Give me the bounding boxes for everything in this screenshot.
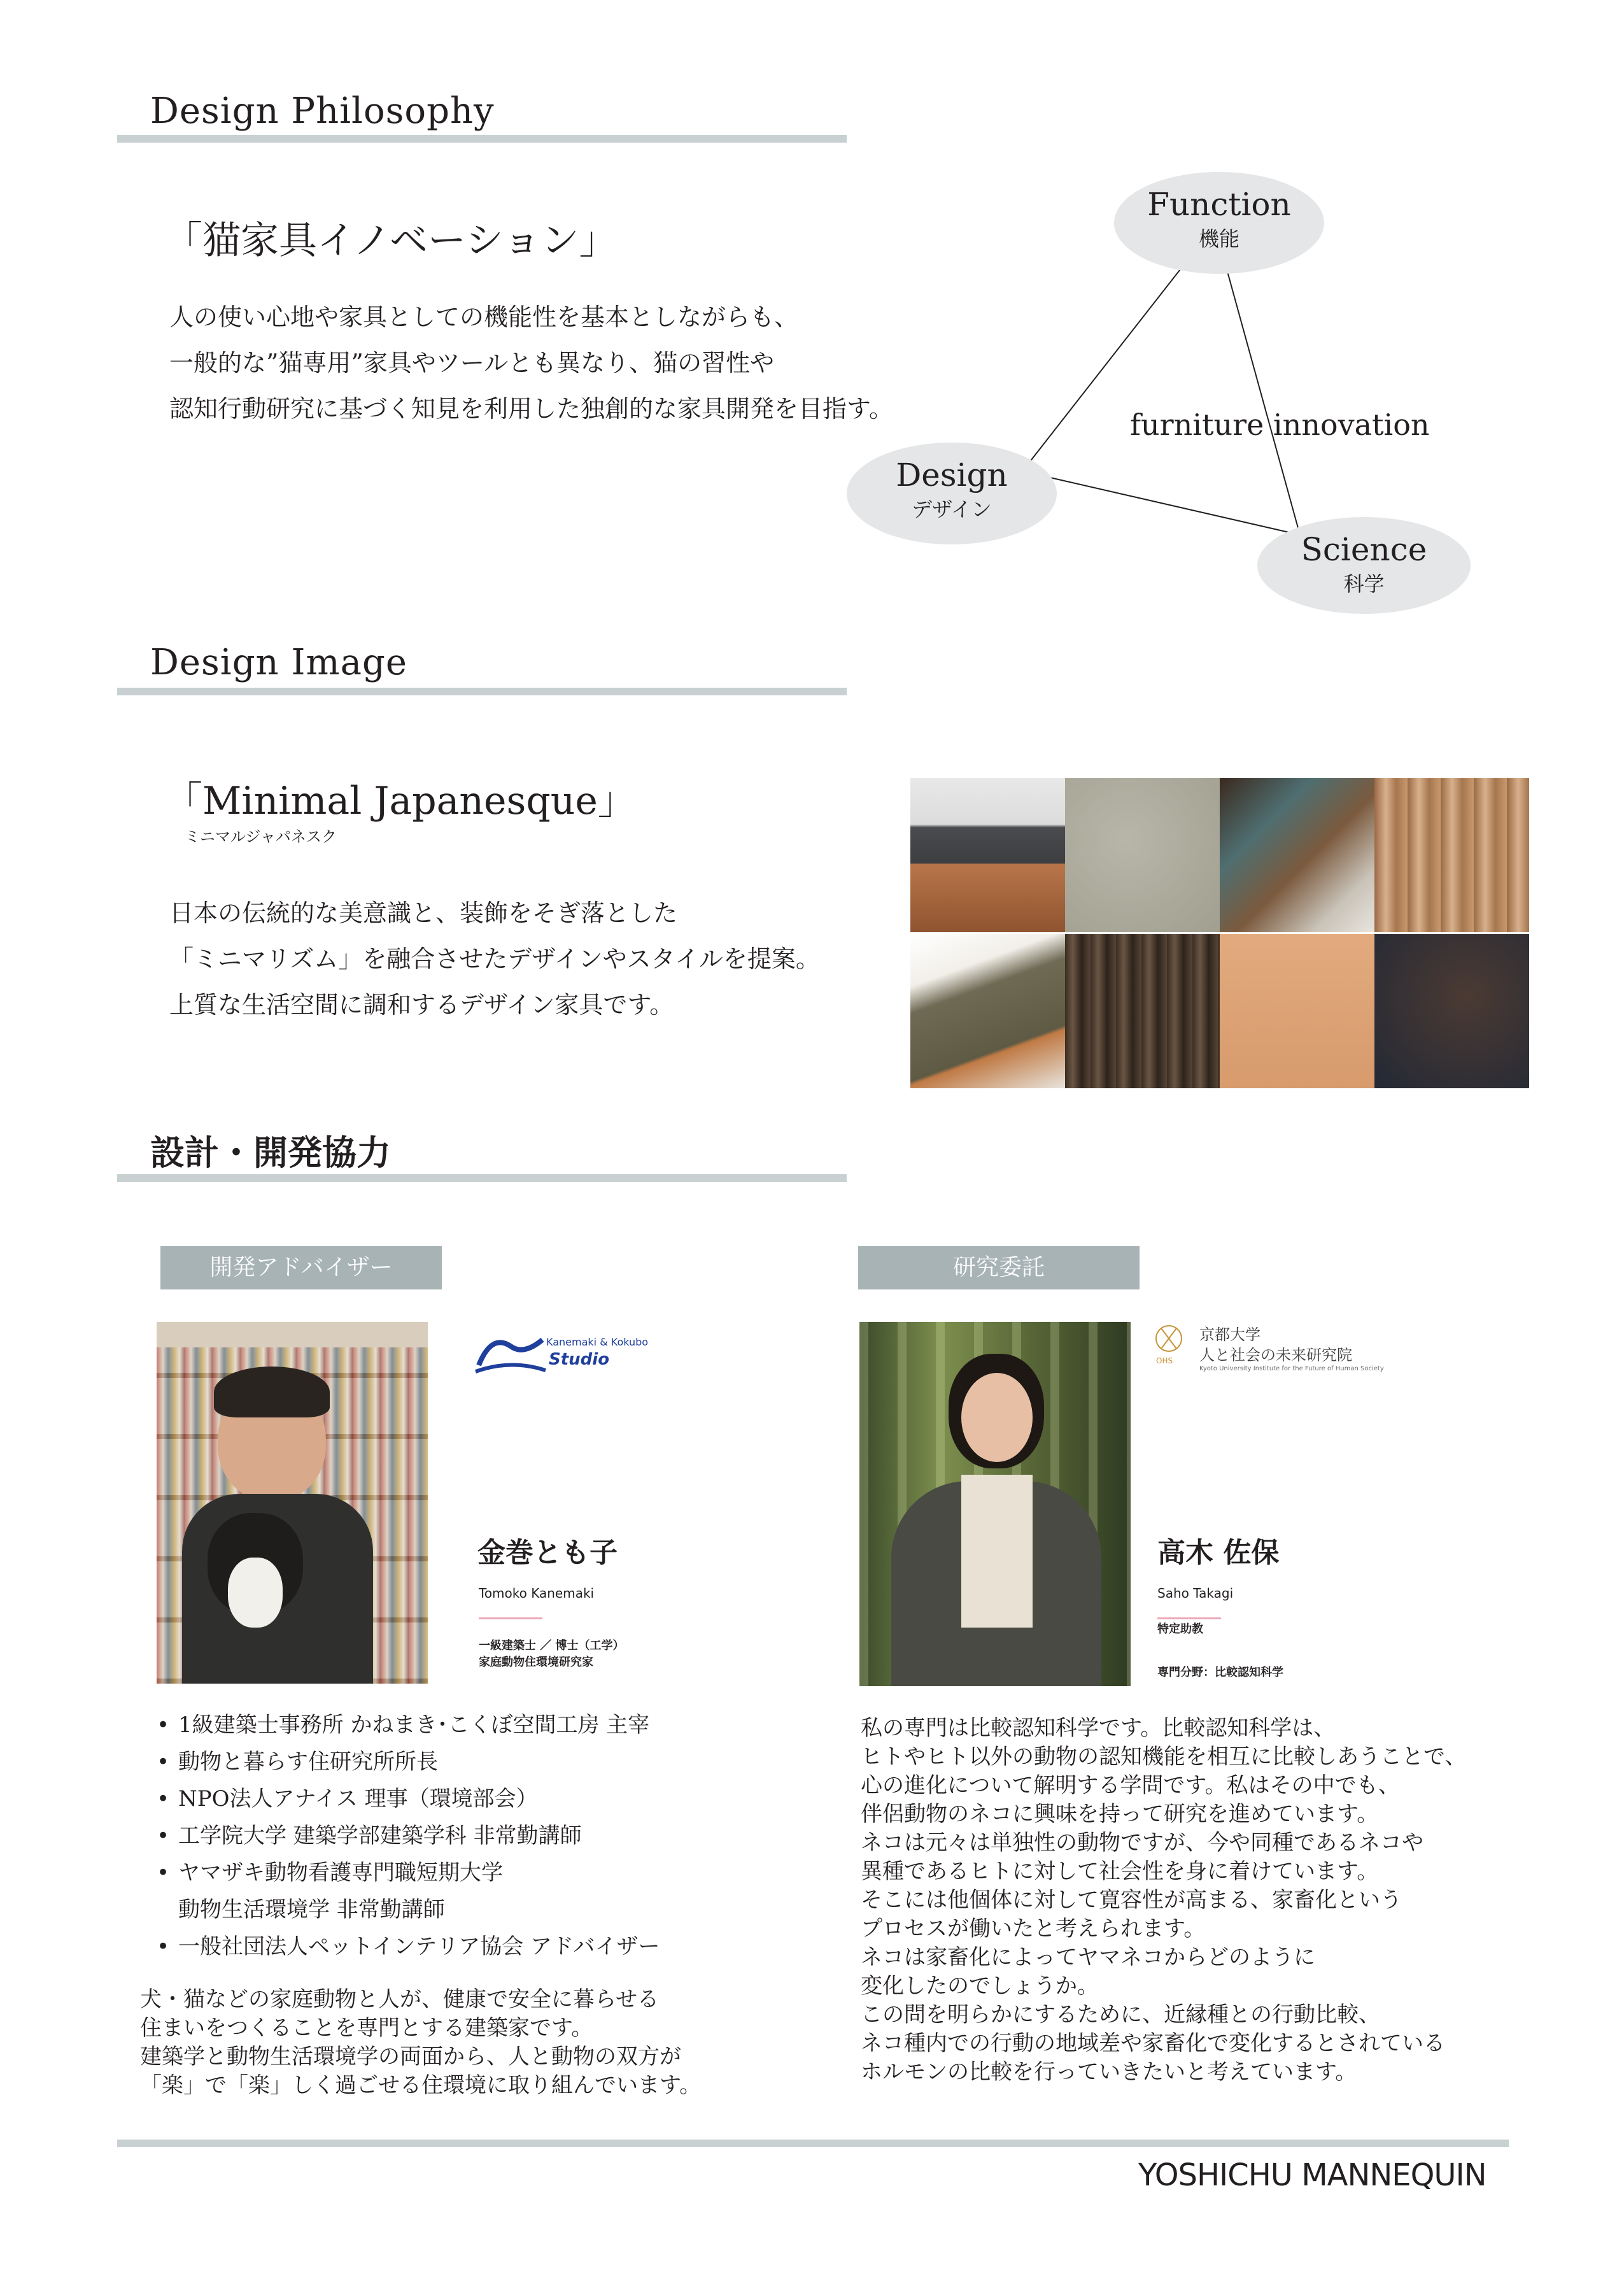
university-logo <box>1154 1322 1485 1386</box>
section-title-image: Design Image <box>150 642 407 683</box>
metal-finish-swatch <box>1374 934 1529 1088</box>
advisor-tag: 開発アドバイザー <box>160 1246 442 1289</box>
logo-mark-text: OHS <box>1156 1356 1173 1365</box>
section-title-philosophy: Design Philosophy <box>150 90 495 132</box>
brand-logo: YOSHICHU MANNEQUIN <box>1138 2157 1486 2193</box>
advisor-photo <box>157 1322 428 1684</box>
diagram-center-label: furniture innovation <box>1130 408 1430 442</box>
science-label: Science <box>1301 531 1427 568</box>
logo-line1: Kanemaki & Kokubo <box>546 1336 649 1348</box>
institute-name: 人と社会の未来研究院 <box>1199 1346 1352 1364</box>
design-node <box>847 443 1057 544</box>
function-node <box>1114 172 1324 274</box>
researcher-field: 専門分野：比較認知科学 <box>1157 1666 1283 1679</box>
researcher-photo <box>859 1322 1131 1686</box>
advisor-titles: 一級建築士 ／ 博士（工学） 家庭動物住環境研究家 <box>479 1639 625 1669</box>
dark-wood-swatch <box>1065 934 1220 1088</box>
image-ruby: ミニマルジャパネスク <box>185 828 337 846</box>
advisor-name-roman: Tomoko Kanemaki <box>479 1586 595 1601</box>
logo-emblem-icon <box>472 1327 549 1378</box>
advisor-career-list <box>157 1707 793 1965</box>
science-label-jp: 科学 <box>1343 572 1385 596</box>
tile-table-side-image <box>910 934 1065 1088</box>
accent-line <box>1157 1617 1221 1619</box>
university-name: 京都大学 <box>1199 1326 1260 1344</box>
list-item: • NPO法人アナイス 理事（環境部会） <box>157 1780 793 1817</box>
advisor-description: 犬・猫などの家庭動物と人が、健康で安全に暮らせる 住まいをつくることを専門とする建築家です。 建築学と動物生活環境学の両面から、人と動物の双方が 「楽」で「楽」しく過ごせる住環境に取り組んでいます。 <box>140 1987 702 2098</box>
function-label-jp: 機能 <box>1198 227 1239 251</box>
researcher-name-roman: Saho Takagi <box>1157 1586 1234 1601</box>
research-tag: 研究委託 <box>858 1246 1140 1289</box>
sofa-image <box>910 778 1065 932</box>
section-rule <box>117 135 847 143</box>
philosophy-headline: 「猫家具イノベーション」 <box>164 218 618 263</box>
design-label: Design <box>896 457 1008 493</box>
studio-logo <box>472 1324 663 1382</box>
design-label-jp: デザイン <box>912 497 992 522</box>
list-item: • ヤマザキ動物看護専門職短期大学 動物生活環境学 非常勤講師 <box>157 1854 793 1928</box>
footer-rule <box>117 2140 1509 2147</box>
researcher-name: 高木 佐保 <box>1157 1537 1280 1569</box>
list-item: • 一般社団法人ペットインテリア協会 アドバイザー <box>157 1928 793 1965</box>
list-item: • 工学院大学 建築学部建築学科 非常勤講師 <box>157 1817 793 1854</box>
institute-name-en: Kyoto University Institute for the Future of Human Society <box>1199 1365 1384 1372</box>
researcher-title: 特定助教 <box>1157 1622 1203 1636</box>
image-headline: 「Minimal Japanesque」 <box>164 779 636 823</box>
section-rule <box>117 1174 847 1182</box>
section-rule <box>117 688 847 695</box>
science-node <box>1257 517 1471 614</box>
advisor-name: 金巻とも子 <box>477 1537 618 1569</box>
fabric-swatch <box>1065 778 1220 932</box>
list-item: • 動物と暮らす住研究所所長 <box>157 1743 793 1780</box>
tile-table-image <box>1220 778 1374 932</box>
image-body: 日本の伝統的な美意識と、装飾をそぎ落とした 「ミニマリズム」を融合させたデザインやスタイルを提案。 上質な生活空間に調和するデザイン家具です。 <box>169 899 820 1019</box>
philosophy-body: 人の使い心地や家具としての機能性を基本としながらも、 一般的な”猫専用”家具やツールとも異なり、猫の習性や 認知行動研究に基づく知見を利用した独創的な家具開発を目指す。 <box>169 303 893 423</box>
logo-line2: Studio <box>549 1350 610 1369</box>
accent-line <box>479 1617 542 1619</box>
carved-wood-swatch <box>1374 778 1529 932</box>
researcher-description: 私の専門は比較認知科学です。比較認知科学は、 ヒトやヒト以外の動物の認知機能を相互に比較しあうことで、 心の進化について解明する学問です。私はその中でも、 伴侶動物のネコに興味を持って研究を進めています。 ネコは元々は単独性の動物ですが、今や同種であるネコや 異種であるヒトに対して社会性を身に着けています。 そこには他個体に対して寛容性が高まる、家畜化という プロセスが働いたと考えられます。 ネコは家畜化によってヤマネコからどのように 変化したのでしょうか。 この問を明らかにするために、近縁種との行動比較、 ネコ種内での行動の地域差や家畜化で変化するとされている ホルモンの比較を行っていきたいと考えています。 <box>861 1715 1467 2085</box>
function-label: Function <box>1147 186 1291 223</box>
list-item: • 1級建築士事務所 かねまき･こくぼ空間工房 主宰 <box>157 1707 793 1743</box>
light-wood-swatch <box>1220 934 1374 1088</box>
section-title-collab: 設計・開発協力 <box>150 1133 391 1173</box>
